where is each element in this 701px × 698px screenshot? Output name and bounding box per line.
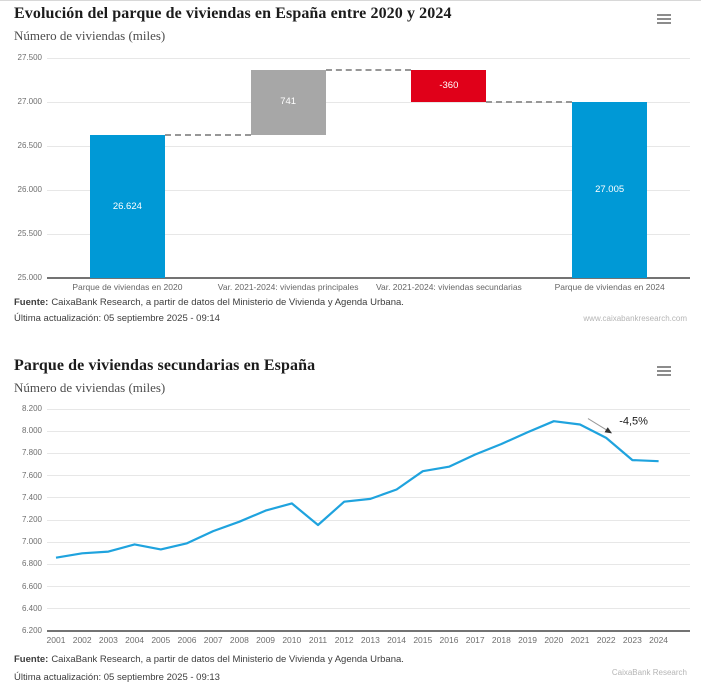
y-axis-tick-label: 6.400 (21, 603, 42, 613)
y-axis-tick-label: 7.000 (21, 537, 42, 547)
secondary-housing-line-series (56, 421, 659, 558)
x-axis-year-label: 2016 (439, 635, 459, 645)
x-axis-year-label: 2008 (229, 635, 249, 645)
x-axis-year-label: 2003 (98, 635, 118, 645)
y-axis-tick-label: 26.500 (17, 141, 42, 150)
chart1-watermark-link[interactable]: www.caixabankresearch.com (583, 314, 687, 323)
line-series-svg (47, 409, 690, 631)
hamburger-icon (657, 366, 671, 368)
hamburger-icon (657, 18, 671, 20)
chart1-title: Evolución del parque de viviendas en España entre 2020 y 2024 (14, 5, 452, 22)
chart2-last-updated: Última actualización: 05 septiembre 2025 - 09:13 (14, 672, 220, 683)
chart1-last-updated: Última actualización: 05 septiembre 2025 - 09:14 (14, 313, 220, 324)
y-axis-tick-label: 7.800 (21, 448, 42, 458)
chart2-title: Parque de viviendas secundarias en España (14, 357, 316, 374)
x-axis-year-label: 2014 (387, 635, 407, 645)
x-axis-year-label: 2002 (72, 635, 92, 645)
source-label: Fuente: (14, 297, 49, 308)
chart1-source-text (14, 297, 404, 308)
bar-value-label: 26.624 (112, 200, 142, 212)
y-axis-tick-label: 25.500 (17, 229, 42, 238)
y-axis-tick-label: 6.600 (21, 581, 42, 591)
x-axis-year-label: 2022 (596, 635, 616, 645)
x-axis-category-label: Parque de viviendas en 2020 (72, 282, 183, 292)
waterfall-connector (326, 69, 412, 71)
y-axis-tick-label: 25.000 (17, 273, 42, 282)
y-axis-tick-label: 8.000 (21, 426, 42, 436)
x-axis-year-label: 2005 (151, 635, 171, 645)
bar-value-label: -360 (439, 79, 459, 91)
gridline (47, 58, 690, 59)
y-axis-tick-label: 26.000 (17, 185, 42, 194)
annotation-label: -4,5% (619, 415, 648, 428)
x-axis-year-label: 2018 (491, 635, 511, 645)
x-axis-year-label: 2015 (413, 635, 433, 645)
chart1-subtitle: Número de viviendas (miles) (14, 28, 166, 43)
waterfall-chart-card (0, 1, 701, 346)
y-axis-tick-label: 7.600 (21, 470, 42, 480)
x-axis-year-label: 2010 (282, 635, 302, 645)
waterfall-plot-area (17, 53, 690, 292)
x-axis-year-label: 2006 (177, 635, 197, 645)
y-axis-tick-label: 6.800 (21, 559, 42, 569)
y-axis-tick-label: 7.400 (21, 492, 42, 502)
bar-value-label: 27.005 (595, 183, 625, 195)
y-axis-tick-label: 27.000 (17, 97, 42, 106)
waterfall-connector (486, 101, 572, 103)
x-axis-year-label: 2009 (256, 635, 276, 645)
x-axis-year-label: 2013 (360, 635, 380, 645)
chart1-context-menu-button[interactable] (655, 12, 673, 28)
x-axis-year-label: 2007 (203, 635, 223, 645)
x-axis-year-label: 2012 (334, 635, 354, 645)
x-axis-year-label: 2020 (544, 635, 564, 645)
x-axis-year-label: 2023 (622, 635, 642, 645)
hamburger-icon (657, 370, 671, 372)
line-chart-card (0, 353, 701, 698)
x-axis-year-label: 2017 (465, 635, 485, 645)
line-plot-area (21, 404, 690, 645)
chart2-source-text (14, 654, 404, 665)
x-axis-year-label: 2024 (649, 635, 669, 645)
y-axis-tick-label: 6.200 (21, 626, 42, 635)
source-body: CaixaBank Research, a partir de datos del Ministerio de Vivienda y Agenda Urbana. (51, 297, 404, 308)
x-axis-year-label: 2011 (308, 635, 328, 645)
chart2-subtitle: Número de viviendas (miles) (14, 380, 166, 395)
x-axis-year-label: 2004 (125, 635, 145, 645)
x-axis-year-label: 2019 (518, 635, 538, 645)
x-axis-year-label: 2021 (570, 635, 590, 645)
source-label: Fuente: (14, 654, 49, 665)
x-axis-category-label: Parque de viviendas en 2024 (554, 282, 665, 292)
source-body: CaixaBank Research, a partir de datos del Ministerio de Vivienda y Agenda Urbana. (51, 654, 404, 665)
chart2-watermark-link[interactable]: CaixaBank Research (611, 668, 687, 677)
bar-value-label: 741 (280, 96, 297, 108)
y-axis-tick-label: 7.200 (21, 515, 42, 524)
y-axis-tick-label: 27.500 (17, 53, 42, 62)
hamburger-icon (657, 22, 671, 24)
y-axis-tick-label: 8.200 (21, 404, 42, 413)
waterfall-connector (165, 134, 251, 136)
x-axis-year-label: 2001 (46, 635, 66, 645)
chart2-context-menu-button[interactable] (655, 364, 673, 380)
hamburger-icon (657, 374, 671, 376)
hamburger-icon (657, 14, 671, 16)
x-axis-category-label: Var. 2021-2024: viviendas principales (217, 282, 359, 292)
x-axis-category-label: Var. 2021-2024: viviendas secundarias (375, 282, 522, 292)
